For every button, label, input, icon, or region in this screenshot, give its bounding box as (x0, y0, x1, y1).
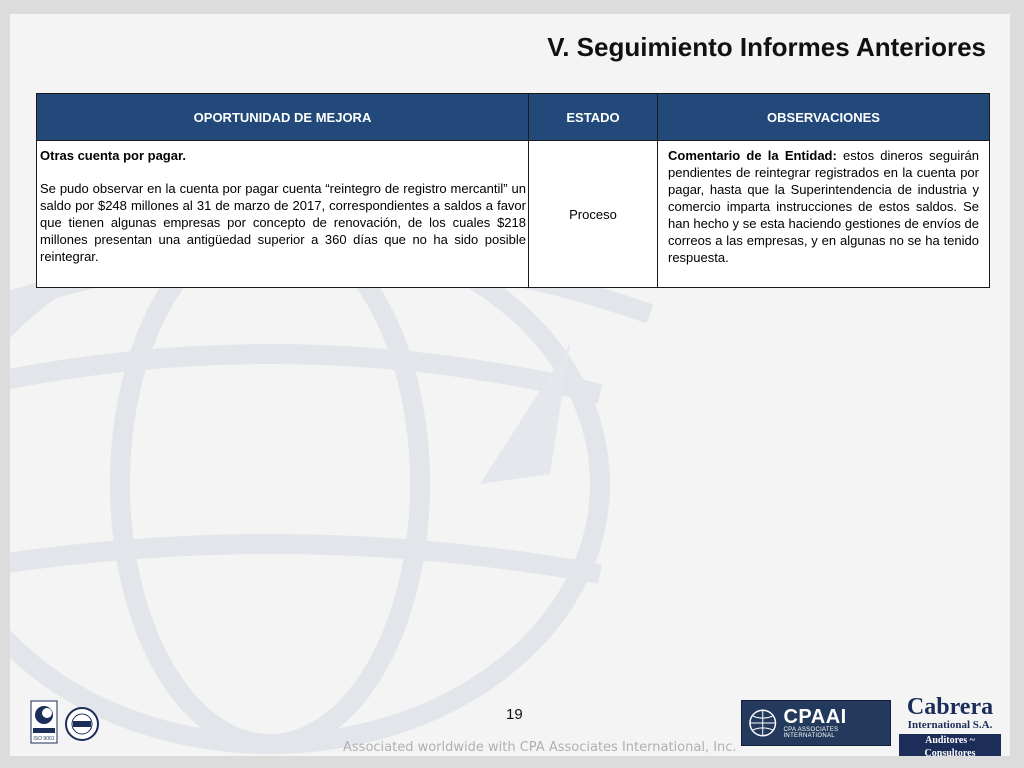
footer-note: Associated worldwide with CPA Associates International, Inc. (343, 740, 737, 755)
slide (10, 14, 1010, 756)
header-oportunidad: OPORTUNIDAD DE MEJORA (37, 94, 529, 141)
findings-table (36, 93, 990, 288)
status-text: Proceso (569, 206, 617, 222)
item-title: Otras cuenta por pagar. (40, 148, 186, 163)
table-row (37, 141, 990, 288)
cpaai-globe-icon (748, 708, 777, 738)
cpaai-tagline: CPA ASSOCIATES INTERNATIONAL (783, 727, 839, 739)
page-number: 19 (506, 706, 523, 723)
cell-oportunidad (37, 141, 529, 288)
cabrera-tagline: Auditores ~ Consultores (899, 734, 1001, 756)
iso-certification-logo (30, 700, 58, 744)
page-title: V. Seguimiento Informes Anteriores (547, 32, 986, 62)
cell-estado (529, 141, 658, 288)
cell-observaciones (658, 141, 990, 288)
cabrera-name: Cabrera (906, 694, 994, 720)
observation-text: estos dineros seguirán pendientes de reintegrar registrados en la cuenta por pagar, hasta que la Superintendencia de industria y comercio imparta instrucciones de estos saldos. Se han hecho y se esta haciendo gestiones de envíos de correos a las empresas, y en algunas no se ha tenido respuesta. (668, 148, 979, 265)
item-description: Se pudo observar en la cuenta por pagar cuenta “reintegro de registro mercantil” un saldo por $248 millones al 31 de marzo de 2017, correspondientes a saldos a favor que tienen algunas empresas por concepto de renovación, de los cuales $218 millones presentan una antigüedad superior a 360 días que no ha sido posible reintegrar. (40, 181, 526, 264)
cpaai-wordmark: CPAAI (783, 706, 847, 728)
cpaai-logo (741, 700, 891, 746)
iqnet-seal-logo (64, 706, 100, 742)
cabrera-logo (899, 694, 1001, 756)
observation-label: Comentario de la Entidad: (668, 148, 837, 163)
cabrera-intl: International S.A. (907, 719, 993, 731)
table-header-row (37, 94, 990, 141)
header-estado: ESTADO (529, 94, 658, 141)
iso-label: ISO 9001 (33, 736, 55, 742)
header-observaciones: OBSERVACIONES (658, 94, 990, 141)
